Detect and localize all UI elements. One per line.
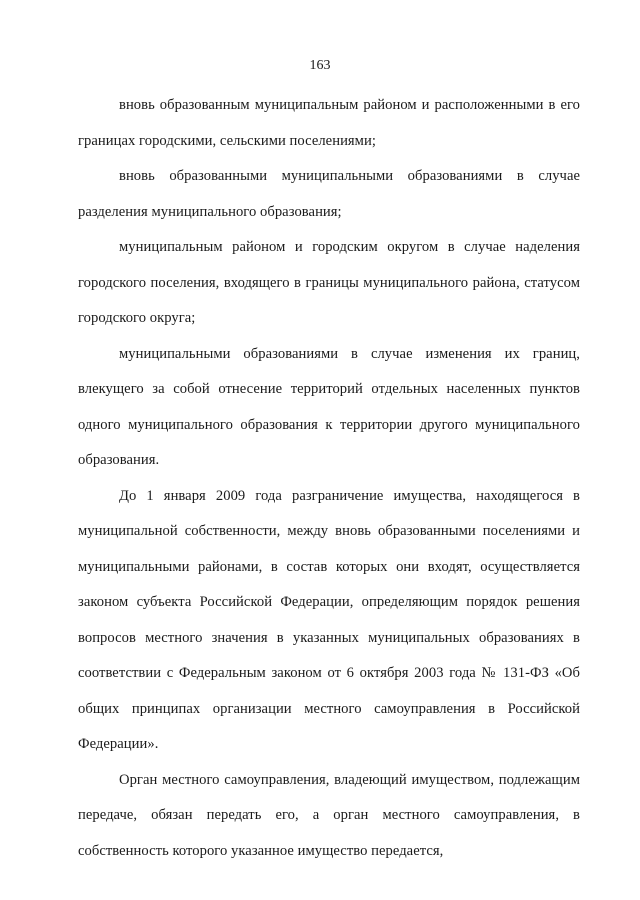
paragraph: До 1 января 2009 года разграничение имущества, находящегося в муниципальной собственности, между вновь образованными поселениями и муниципальными районами, в состав которых они входят, осуществляется законом субъекта Российской Федерации, определяющим порядок решения вопросов местного значения в указанных муниципальных образованиях в соответствии с Федеральным законом от 6 октября 2003 года № 131-ФЗ «Об общих принципах организации местного самоуправления в Российской Федерации». — [78, 487, 580, 752]
paragraph: муниципальными образованиями в случае изменения их границ, влекущего за собой отнесение территорий отдельных населенных пунктов одного муниципального образования к территории другого муниципального образования. — [78, 345, 580, 468]
document-body — [78, 88, 580, 869]
paragraph: вновь образованными муниципальными образованиями в случае разделения муниципального образования; — [78, 168, 580, 220]
paragraph: Орган местного самоуправления, владеющий имуществом, подлежащим передаче, обязан передать его, а орган местного самоуправления, в собственность которого указанное имущество передается, — [78, 771, 580, 859]
paragraph: вновь образованным муниципальным районом и расположенными в его границах городскими, сельскими поселениями; — [78, 97, 580, 149]
paragraph: муниципальным районом и городским округом в случае наделения городского поселения, входящего в границы муниципального района, статусом городского округа; — [78, 239, 580, 326]
page-number: 163 — [309, 58, 331, 73]
